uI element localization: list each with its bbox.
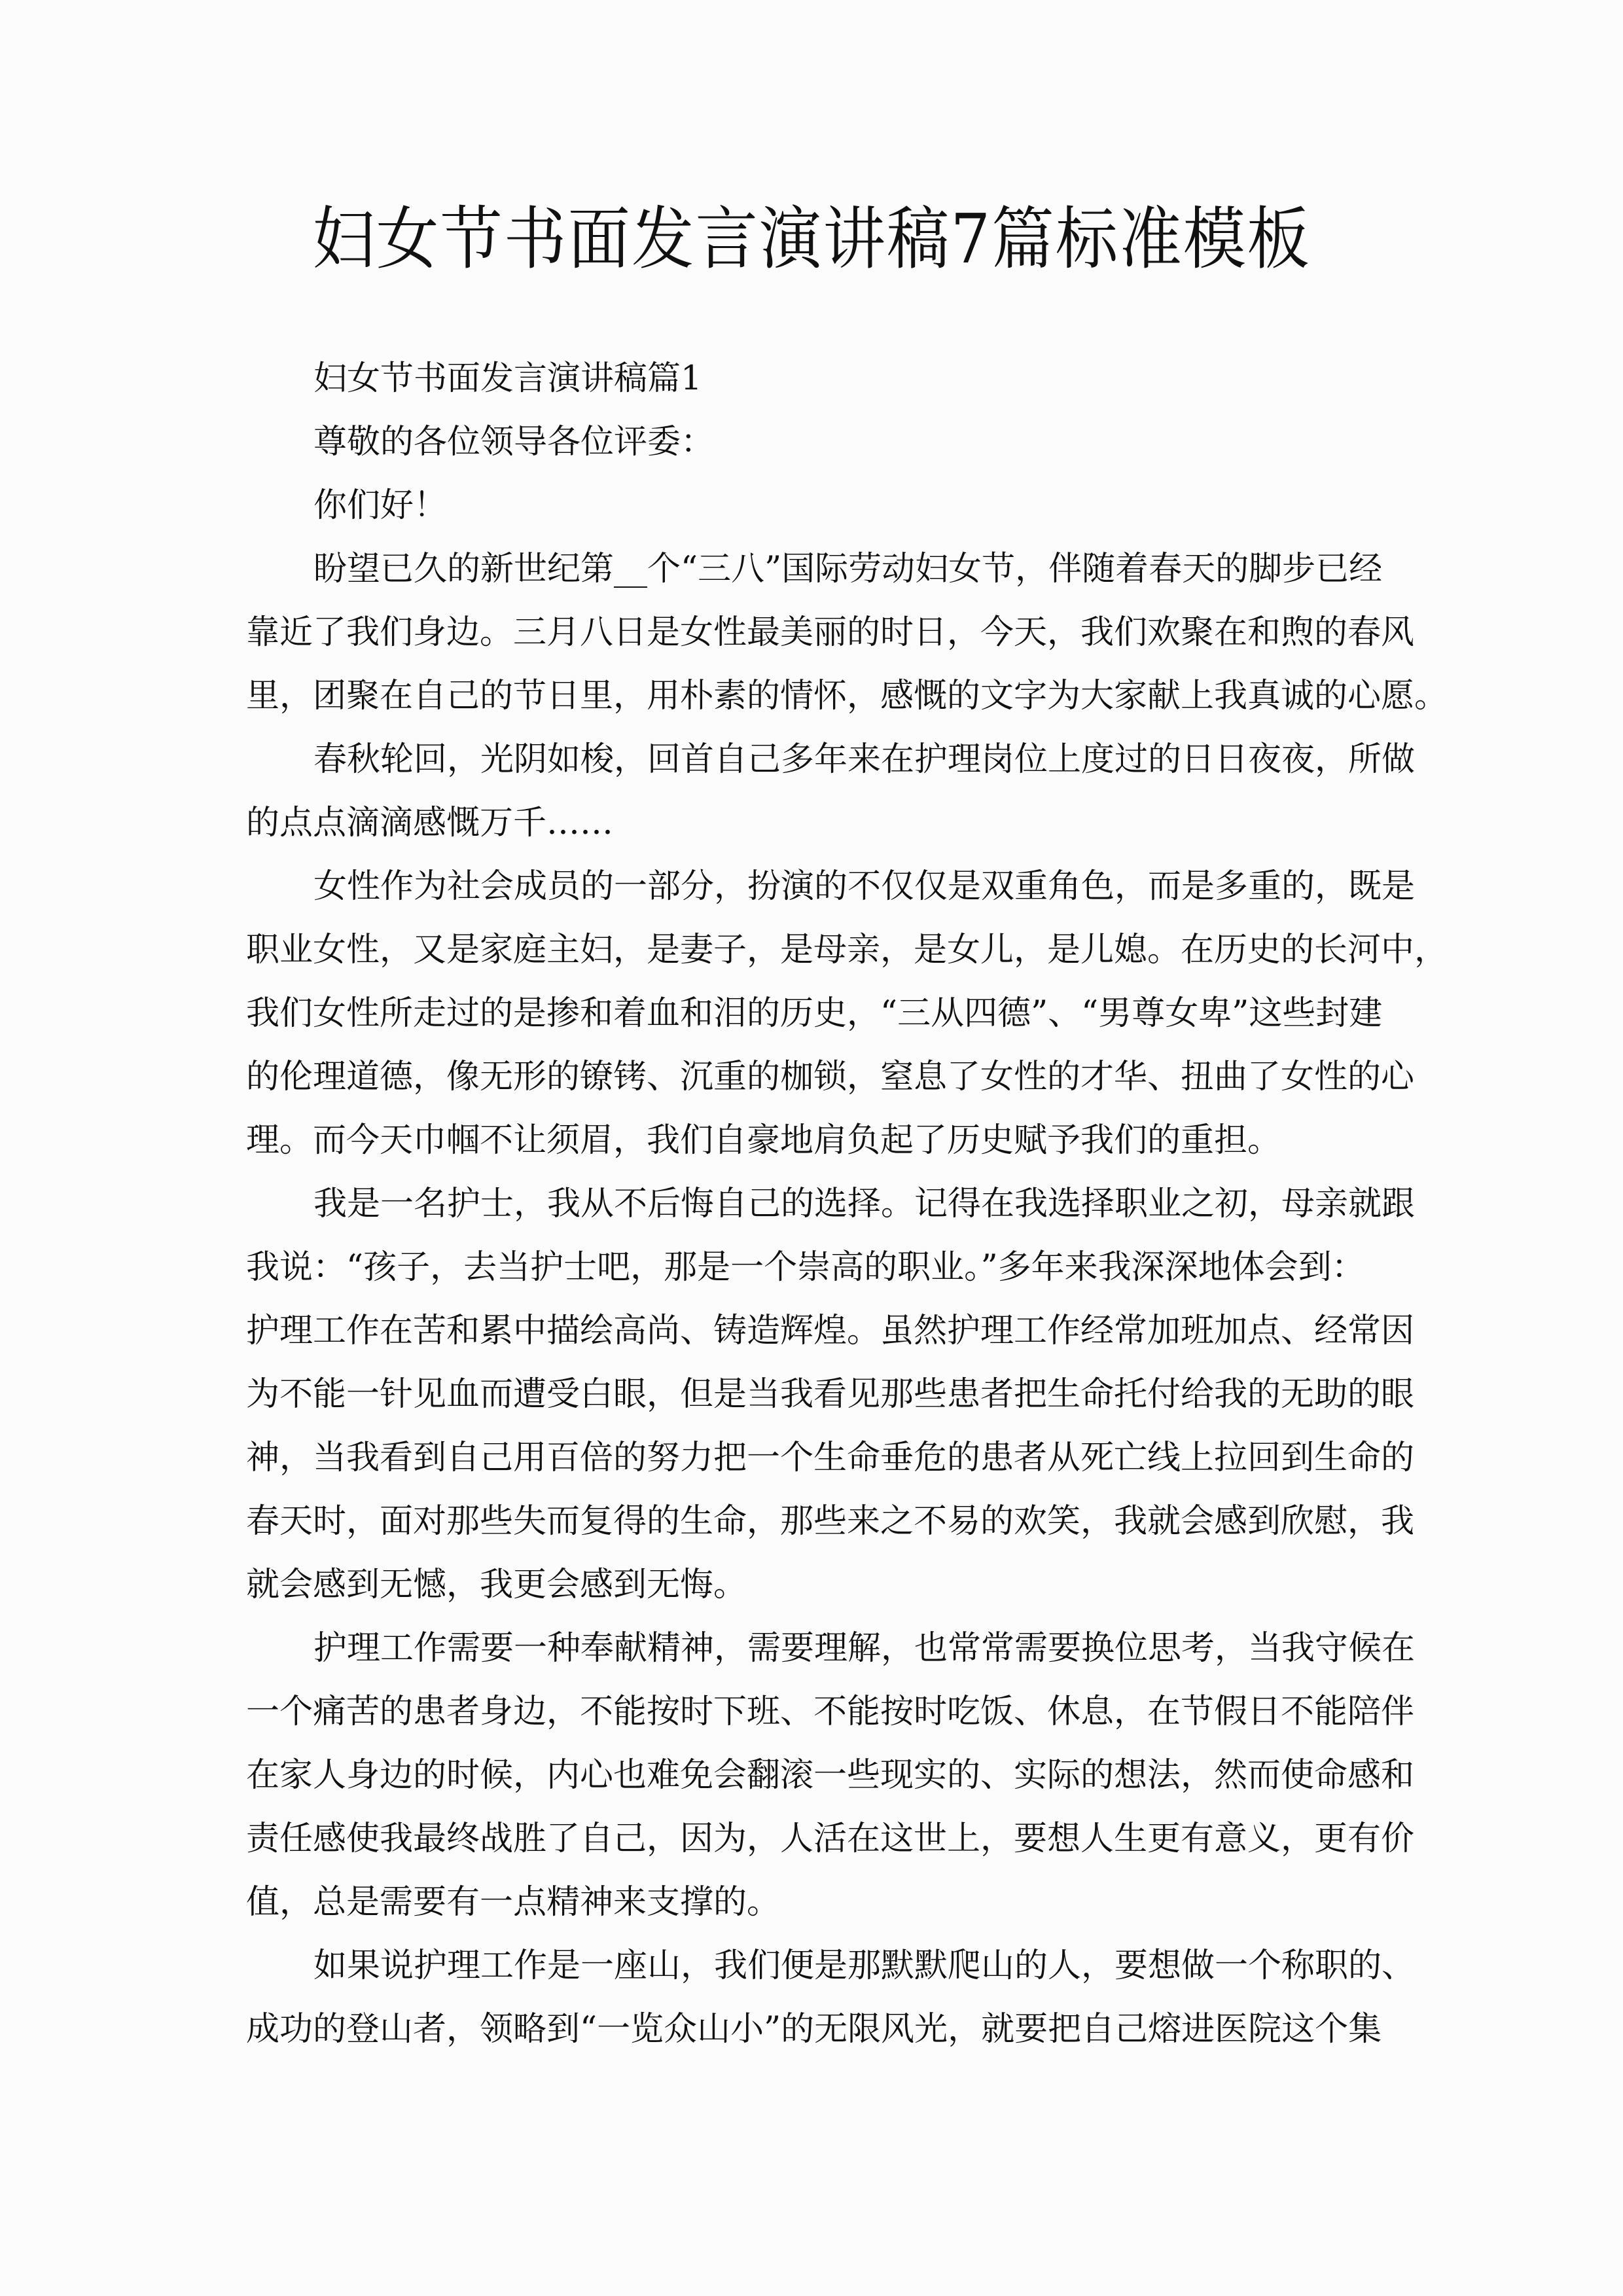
paragraph-line: 职业女性，又是家庭主妇，是妻子，是母亲，是女儿，是儿媳。在历史的长河中，	[246, 931, 1448, 969]
paragraph-line: 在家人身边的时候，内心也难免会翻滚一些现实的、实际的想法，然而使命感和	[246, 1756, 1415, 1795]
paragraph-line: 护理工作需要一种奉献精神，需要理解，也常常需要换位思考，当我守候在	[313, 1629, 1416, 1668]
paragraph-line: 为不能一针见血而遭受白眼，但是当我看见那些患者把生命托付给我的无助的眼	[246, 1375, 1415, 1414]
paragraph-line: 责任感使我最终战胜了自己，因为，人活在这世上，要想人生更有意义，更有价	[246, 1820, 1415, 1858]
paragraph-line: 理。而今天巾帼不让须眉，我们自豪地肩负起了历史赋予我们的重担。	[246, 1121, 1281, 1160]
paragraph-line: 的伦理道德，像无形的镣铐、沉重的枷锁，窒息了女性的才华、扭曲了女性的心	[246, 1058, 1415, 1096]
paragraph-line: 的点点滴滴感慨万千……	[246, 804, 614, 842]
paragraph-line: 我说：“孩子，去当护士吧，那是一个崇高的职业。”多年来我深深地体会到：	[246, 1248, 1365, 1287]
paragraph-line: 里，团聚在自己的节日里，用朴素的情怀，感慨的文字为大家献上我真诚的心愿。	[246, 677, 1448, 715]
paragraph-line: 神，当我看到自己用百倍的努力把一个生命垂危的患者从死亡线上拉回到生命的	[246, 1439, 1415, 1477]
paragraph-line: 春天时，面对那些失而复得的生命，那些来之不易的欢笑，我就会感到欣慰，我	[246, 1502, 1415, 1541]
paragraph-line: 盼望已久的新世纪第__个“三八”国际劳动妇女节，伴随着春天的脚步已经	[313, 550, 1383, 588]
paragraph-line: 值，总是需要有一点精神来支撑的。	[246, 1883, 781, 1922]
paragraph-line: 一个痛苦的患者身边，不能按时下班、不能按时吃饭、休息，在节假日不能陪伴	[246, 1693, 1415, 1731]
paragraph-line: 成功的登山者，领略到“一览众山小”的无限风光，就要把自己熔进医院这个集	[246, 2010, 1382, 2049]
paragraph-line: 护理工作在苦和累中描绘高尚、铸造辉煌。虽然护理工作经常加班加点、经常因	[246, 1312, 1415, 1350]
document-title: 妇女节书面发言演讲稿7篇标准模板	[312, 199, 1311, 279]
paragraph-line: 就会感到无憾，我更会感到无悔。	[246, 1566, 747, 1604]
paragraph-line: 我是一名护士，我从不后悔自己的选择。记得在我选择职业之初，母亲就跟	[313, 1185, 1416, 1223]
document-body	[246, 347, 1448, 2061]
paragraph-line: 我们女性所走过的是掺和着血和泪的历史，“三从四德”、“男尊女卑”这些封建	[246, 994, 1383, 1033]
paragraph-line: 靠近了我们身边。三月八日是女性最美丽的时日，今天，我们欢聚在和煦的春风	[246, 613, 1415, 652]
paragraph-line: 如果说护理工作是一座山，我们便是那默默爬山的人，要想做一个称职的、	[313, 1946, 1416, 1985]
section-heading: 妇女节书面发言演讲稿篇1	[313, 359, 702, 398]
paragraph-line: 春秋轮回，光阴如梭，回首自己多年来在护理岗位上度过的日日夜夜，所做	[313, 740, 1416, 779]
paragraph-line: 女性作为社会成员的一部分，扮演的不仅仅是双重角色，而是多重的，既是	[313, 867, 1416, 906]
salutation: 尊敬的各位领导各位评委：	[313, 423, 715, 461]
greeting: 你们好！	[313, 486, 448, 525]
